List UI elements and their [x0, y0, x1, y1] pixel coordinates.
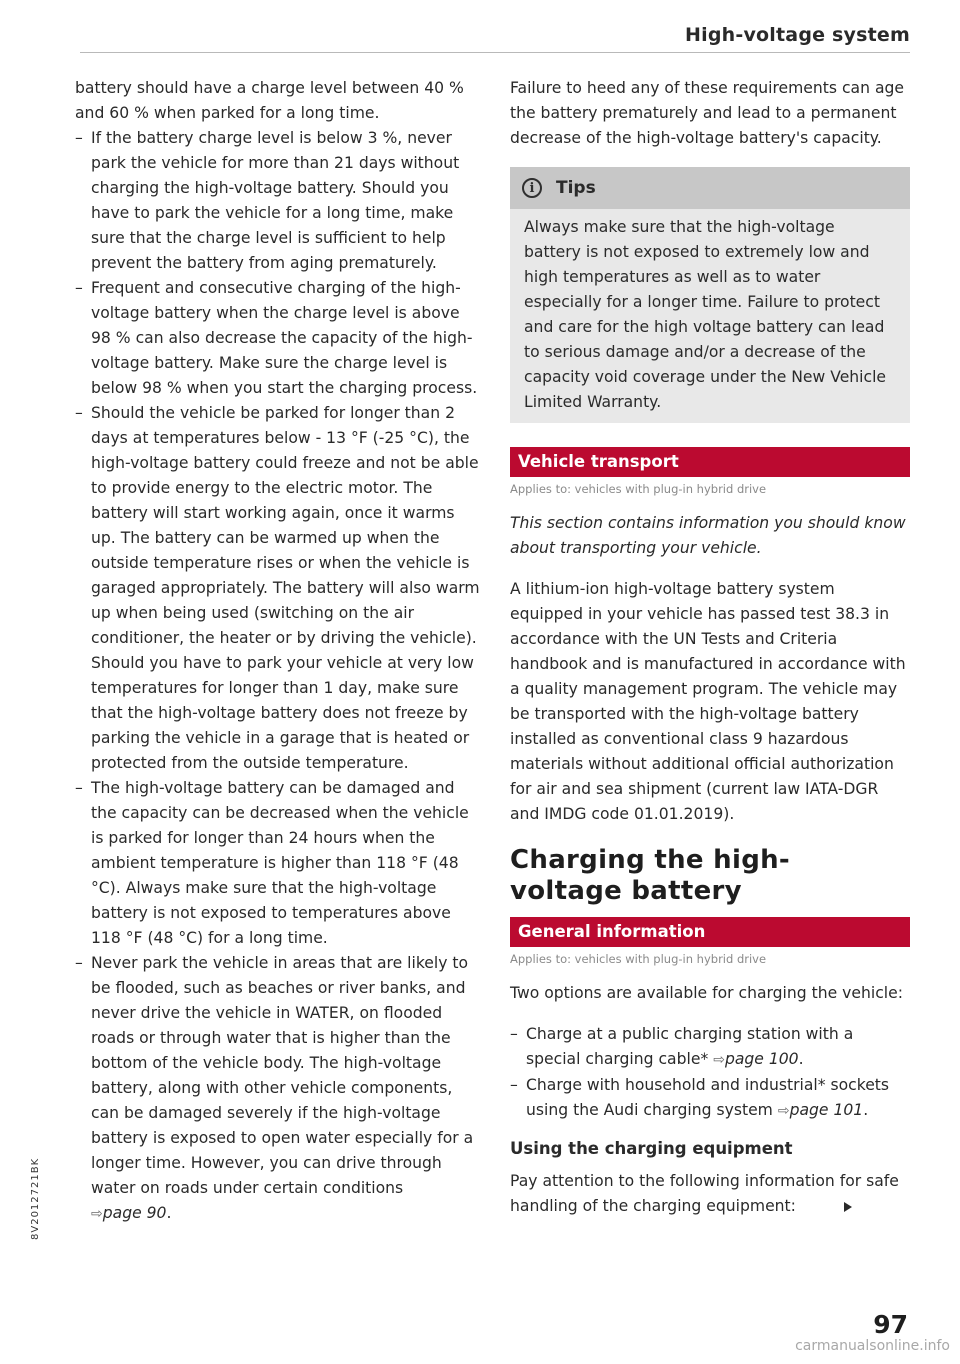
transport-paragraph: A lithium-ion high-voltage battery system equipped in your vehicle has passed test 38.3 in accordance with the UN Tests and Criteria handbook and is manufactured in accordance with a quality management program. The vehicle may be transported with the high-voltage battery installed as conventional class 9 hazardous materials without additional official authorization for air and sea shipment (current law IATA-DGR and IMDG code 01.01.2019). — [510, 580, 906, 823]
page-reference-link[interactable]: ⇨page 101 — [777, 1101, 864, 1119]
section-intro: This section contains information you should know about transporting your vehicle. — [510, 514, 906, 557]
continuation-paragraph: battery should have a charge level between 40 % and 60 % when parked for a long time. — [75, 79, 464, 122]
battery-care-list — [75, 126, 480, 1227]
tips-header — [510, 167, 910, 209]
list-item: – Never park the vehicle in areas that are likely to be flooded, such as beaches or river banks, and never drive the vehicle in WATER, on flooded roads or through water that is higher than the bottom of the vehicle body. The high-voltage battery, along with other vehicle components, can be damaged severely if the high-voltage battery is exposed to open water especially for a longer time. However, you can drive through water on roads under certain conditions ⇨page 90. — [75, 951, 480, 1227]
options-intro: Two options are available for charging the vehicle: — [510, 984, 903, 1002]
equipment-paragraph: Pay attention to the following information for safe handling of the charging equipment: — [510, 1172, 899, 1215]
right-column — [510, 76, 910, 1235]
section-header: High-voltage system — [685, 24, 910, 46]
page-reference-link[interactable]: ⇨page 90 — [91, 1204, 167, 1222]
tips-body: Always make sure that the high-voltage battery is not exposed to extremely low and high temperatures as well as to water especially for a longer time. Failure to protect and care for the high voltage battery can lead to serious damage and/or a decrease of the capacity void coverage under the New Vehicle Limited Warranty. — [524, 218, 887, 411]
list-item: – Frequent and consecutive charging of the high-voltage battery when the charge level is above 98 % can also decrease the capacity of the high-voltage battery. Make sure the charge level is below 98 % when you start the charging process. — [75, 276, 480, 401]
list-item: – Charge with household and industrial* sockets using the Audi charging system ⇨page 101. — [510, 1073, 910, 1124]
tips-box — [510, 167, 910, 423]
tips-title: Tips — [556, 177, 596, 198]
document-code: 8V2012721BK — [30, 1157, 41, 1240]
arrow-icon: ⇨ — [777, 1103, 790, 1119]
continue-arrow-icon — [844, 1202, 852, 1212]
charging-options-list — [510, 1022, 910, 1124]
list-item: – Should the vehicle be parked for longer than 2 days at temperatures below - 13 °F (-25 °C), the high-voltage battery could freeze and not be able to provide energy to the electric motor. The battery will start working again, once it warms up. The battery can be warmed up when the outside temperature rises or when the vehicle is garaged appropriately. The battery will also warm up when being used (switching on the air conditioner, the heater or by driving the vehicle). Should you have to park your vehicle at very low temperatures for longer than 1 day, make sure that the high-voltage battery does not freeze by parking the vehicle in a garage that is heated or protected from the outside temperature. — [75, 401, 480, 776]
list-item: – If the battery charge level is below 3 %, never park the vehicle for more than 21 days without charging the high-voltage battery. Should you have to park the vehicle for a long time, make sure that the charge level is sufficient to help prevent the battery from aging prematurely. — [75, 126, 480, 276]
info-icon: i — [522, 178, 542, 198]
watermark: carmanualsonline.info — [795, 1338, 950, 1354]
list-item: – The high-voltage battery can be damaged and the capacity can be decreased when the vehicle is parked for longer than 24 hours when the ambient temperature is higher than 118 °F (48 °C). Always make sure that the high-voltage battery is not exposed to temperatures above 118 °F (48 °C) for a long time. — [75, 776, 480, 951]
arrow-icon: ⇨ — [91, 1206, 103, 1222]
list-item: – Charge at a public charging station with a special charging cable* ⇨page 100. — [510, 1022, 910, 1073]
arrow-icon: ⇨ — [713, 1052, 725, 1068]
left-column — [75, 76, 480, 1227]
header-rule — [80, 52, 910, 53]
failure-paragraph: Failure to heed any of these requirements can age the battery prematurely and lead to a permanent decrease of the high-voltage battery's capacity. — [510, 79, 904, 147]
charging-heading: Charging the high- voltage battery — [510, 845, 791, 906]
applies-note: Applies to: vehicles with plug-in hybrid drive — [510, 482, 767, 496]
page-reference-link[interactable]: ⇨page 100 — [713, 1050, 799, 1068]
general-information-heading: General information — [510, 917, 910, 947]
applies-note: Applies to: vehicles with plug-in hybrid drive — [510, 952, 767, 966]
page-number: 97 — [873, 1310, 908, 1339]
equipment-heading: Using the charging equipment — [510, 1139, 793, 1158]
vehicle-transport-heading: Vehicle transport — [510, 447, 910, 477]
